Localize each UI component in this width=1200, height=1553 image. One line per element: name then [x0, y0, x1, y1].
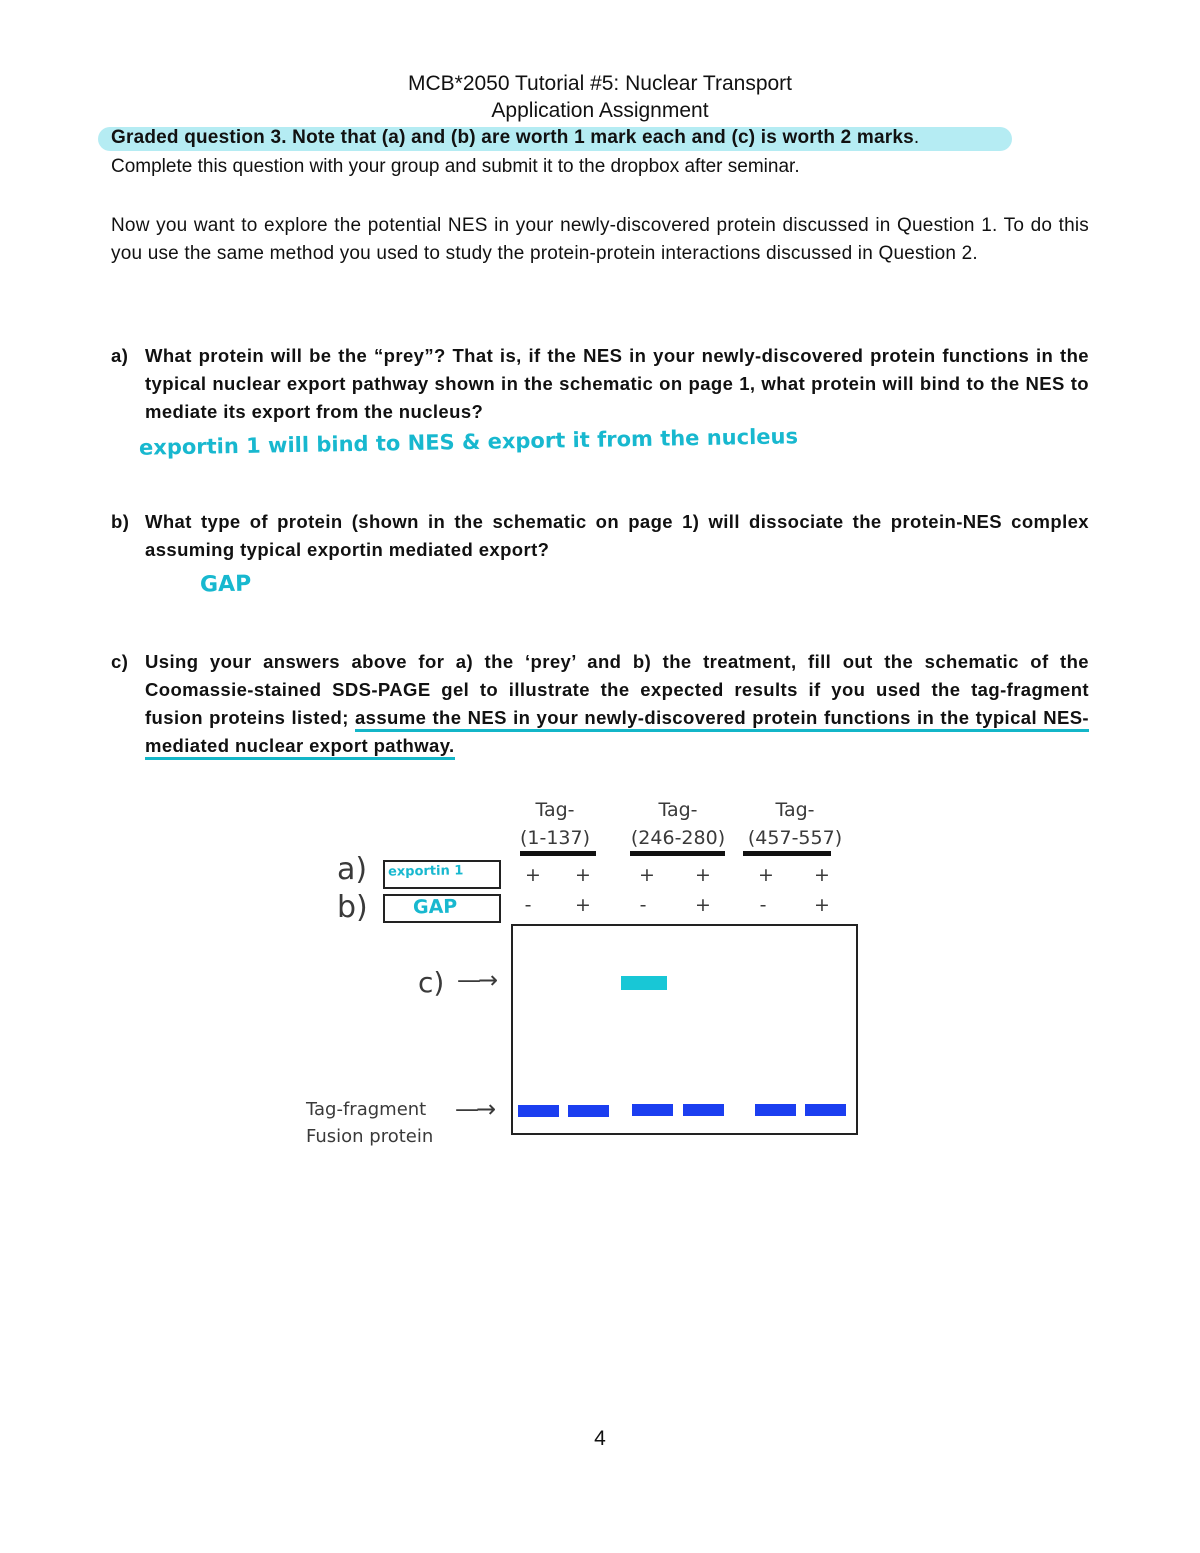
row-b-answer: GAP — [412, 895, 458, 919]
row-a-answer-box[interactable] — [383, 860, 501, 889]
row-b-sign: + — [695, 894, 711, 916]
row-b-label: b) — [337, 890, 368, 925]
row-a-sign: + — [758, 864, 774, 886]
fusion-band — [805, 1104, 846, 1116]
row-a-answer: exportin 1 — [387, 863, 464, 880]
row-a-sign: + — [814, 864, 830, 886]
answer-a-handwriting: exportin 1 will bind to NES & export it from the nucleus — [138, 424, 799, 460]
row-b-sign: + — [814, 894, 830, 916]
question-a-label: a) — [111, 345, 129, 366]
fusion-protein-label: Tag-fragment Fusion protein — [306, 1099, 434, 1147]
question-a-text: What protein will be the “prey”? That is, if the NES in your newly-discovered protein functions in the typical nuclear export pathway shown in the schematic on page 1, what protein will bind to the NES to mediate its export from the nucleus? — [145, 345, 1089, 422]
answer-b-handwriting: GAP — [199, 571, 252, 598]
page-subtitle: Application Assignment — [491, 99, 709, 122]
question-b-label: b) — [111, 511, 130, 532]
c-arrow-icon: —→ — [457, 966, 496, 994]
row-c-label: c) — [418, 966, 445, 999]
lane-header-1: Tag- (1-137) — [519, 799, 591, 849]
lane-bar-1 — [520, 851, 596, 856]
row-a-sign: + — [575, 864, 591, 886]
page-title: MCB*2050 Tutorial #5: Nuclear Transport — [407, 72, 793, 95]
question-c-label: c) — [111, 651, 129, 672]
row-a-label: a) — [337, 852, 368, 887]
instruction: Complete this question with your group and submit it to the dropbox after seminar. — [111, 156, 800, 177]
page-number: 4 — [594, 1427, 606, 1450]
answer-band — [621, 976, 667, 990]
row-b-sign: - — [524, 894, 532, 916]
lane-bar-2 — [630, 851, 725, 856]
row-b-answer-box[interactable] — [383, 894, 501, 923]
row-a-sign: + — [695, 864, 711, 886]
row-b-sign: - — [759, 894, 767, 916]
row-b-sign: - — [639, 894, 647, 916]
fusion-arrow-icon: —→ — [455, 1095, 494, 1123]
lane-bar-3 — [743, 851, 831, 856]
question-b-text: What type of protein (shown in the schematic on page 1) will dissociate the protein-NES complex assuming typical exportin mediated export? — [145, 511, 1089, 560]
lane-header-2: Tag- (246-280) — [630, 799, 726, 849]
intro-paragraph: Now you want to explore the potential NES in your newly-discovered protein discussed in Question 1. To do this you use the same method you used to study the protein-protein interactions discussed in Question 2. — [111, 215, 1089, 264]
row-b-sign: + — [575, 894, 591, 916]
fusion-band — [755, 1104, 796, 1116]
question-c-text: Using your answers above for a) the ‘prey’ and b) the treatment, fill out the schematic of the Coomassie-stained SDS-PAGE gel to illustrate the expected results if you used the tag-fragment fusion proteins listed; assume the NES in your newly-discovered protein functions in the typical NES-mediated nuclear export pathway. — [145, 648, 1089, 760]
fusion-band — [632, 1104, 673, 1116]
row-a-sign: + — [639, 864, 655, 886]
graded-note: Graded question 3. Note that (a) and (b) are worth 1 mark each and (c) is worth 2 marks. — [111, 127, 920, 148]
fusion-band — [518, 1105, 559, 1117]
underlined-instruction: assume the NES in your newly-discovered protein functions in the typical NES-mediated nuclear export pathway. — [145, 707, 1089, 760]
row-a-sign: + — [525, 864, 541, 886]
fusion-band — [568, 1105, 609, 1117]
fusion-band — [683, 1104, 724, 1116]
lane-header-3: Tag- (457-557) — [747, 799, 843, 849]
